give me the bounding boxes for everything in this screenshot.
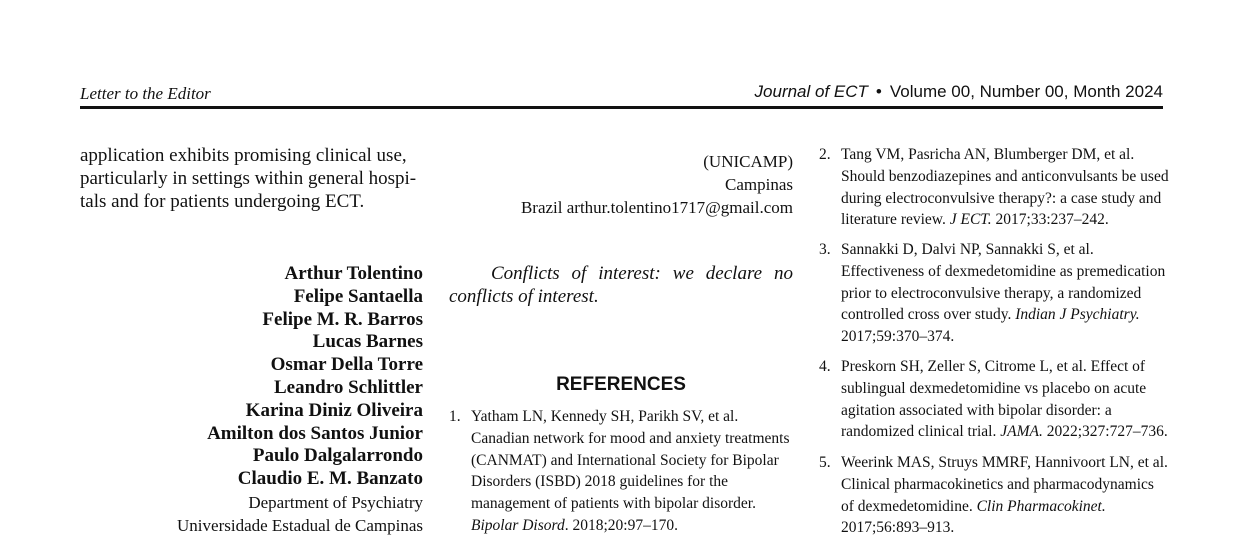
- body-text-block: [80, 144, 424, 213]
- reference-text: Yatham LN, Kennedy SH, Parikh SV, et al. Canadian network for mood and anxiety treatments (CANMAT) and International Society for Bipolar Disorders (ISBD) 2018 guidelines for the management of patients with bipolar disorder.: [471, 408, 790, 513]
- reference-item: [819, 239, 1169, 348]
- author-name: Felipe M. R. Barros: [262, 308, 423, 330]
- body-paragraph: [80, 144, 424, 213]
- reference-journal: J ECT.: [949, 211, 992, 229]
- reference-text: Tang VM, Pasricha AN, Blumberger DM, et al. Should benzodiazepines and anticonvulsants be used during electroconvulsive therapy?: a case study and literature review.: [841, 146, 1169, 229]
- author-name: Leandro Schlittler: [273, 376, 423, 398]
- author-block: [80, 263, 423, 537]
- reference-item: [819, 144, 1169, 231]
- reference-text: Sannakki D, Dalvi NP, Sannakki S, et al. Effectiveness of dexmedetomidine as premedication prior to electroconvulsive therapy, a randomized controlled cross over study.: [841, 241, 1166, 324]
- address-block: [449, 150, 793, 219]
- author-name: Paulo Dalgalarrondo: [252, 445, 423, 467]
- affiliation-country-email[interactable]: Brazil arthur.tolentino1717@gmail.com: [520, 198, 793, 217]
- header-rule: [80, 106, 1163, 109]
- reference-journal: JAMA.: [1000, 423, 1043, 441]
- author-name: Arthur Tolentino: [284, 263, 423, 284]
- reference-number: 5.: [819, 454, 831, 471]
- reference-journal: Bipolar Disord: [471, 516, 565, 534]
- author-name: Felipe Santaella: [293, 285, 423, 307]
- affiliation-university: Universidade Estadual de Campinas: [177, 515, 423, 535]
- conflicts-statement: Conflicts of interest: we declare no conflicts of interest.: [449, 263, 793, 307]
- journal-name: Journal of ECT: [754, 82, 868, 101]
- conflicts-block: [449, 262, 793, 308]
- author-name: Amilton dos Santos Junior: [207, 422, 423, 444]
- affiliation-city: Campinas: [725, 175, 793, 194]
- reference-citation: 2022;327:727–736.: [1042, 423, 1168, 441]
- reference-citation: 2017;59:370–374.: [841, 328, 955, 346]
- reference-item: [819, 356, 1169, 443]
- running-header: [80, 82, 1163, 104]
- body-line: particularly in settings within general hospi-: [80, 168, 417, 189]
- section-label: Letter to the Editor: [80, 84, 211, 103]
- affiliation-abbrev: (UNICAMP): [703, 152, 793, 171]
- journal-info: [755, 82, 1163, 102]
- body-line: application exhibits promising clinical use,: [80, 145, 407, 166]
- author-name: Lucas Barnes: [312, 331, 423, 353]
- body-line: tals and for patients undergoing ECT.: [80, 191, 365, 212]
- reference-text: Preskorn SH, Zeller S, Citrome L, et al. Effect of sublingual dexmedetomidine vs placebo on acute agitation associated with bipolar disorder: a randomized clinical trial.: [841, 358, 1147, 441]
- bullet-separator: •: [875, 82, 882, 101]
- author-name: Claudio E. M. Banzato: [237, 468, 423, 490]
- reference-number: 3.: [819, 241, 831, 258]
- reference-journal: Indian J Psychiatry.: [1015, 306, 1140, 324]
- reference-number: 4.: [819, 358, 831, 375]
- author-name: Karina Diniz Oliveira: [245, 399, 423, 421]
- reference-item: [819, 452, 1169, 539]
- reference-citation: 2017;56:893–913.: [841, 519, 955, 537]
- reference-journal: Clin Pharmacokinet.: [976, 497, 1106, 515]
- reference-citation: . 2018;20:97–170.: [564, 516, 678, 534]
- reference-citation: 2017;33:237–242.: [991, 211, 1109, 229]
- affiliation-department: Department of Psychiatry: [248, 492, 423, 512]
- author-name: Osmar Della Torre: [270, 354, 423, 376]
- volume-info: Volume 00, Number 00, Month 2024: [889, 82, 1163, 101]
- reference-number: 2.: [819, 146, 831, 163]
- reference-item: [449, 406, 799, 537]
- reference-number: 1.: [449, 408, 461, 425]
- references-heading: REFERENCES: [556, 374, 686, 395]
- reference-text: Weerink MAS, Struys MMRF, Hannivoort LN, et al. Clinical pharmacokinetics and pharmacodynamics of dexmedetomidine.: [841, 454, 1168, 515]
